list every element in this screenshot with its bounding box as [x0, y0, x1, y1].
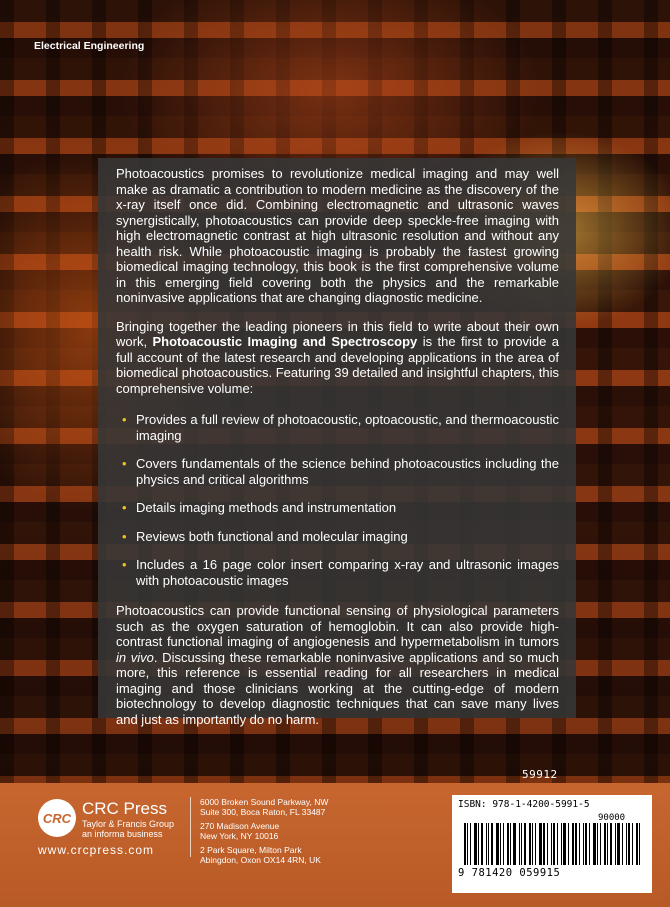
paragraph-2-text-end: is the first to provide a full account of the latest research and developing applications in the area of biomedical photoacoustics. Featuring 39 detailed and insightful chapters, this comprehensive volume:	[116, 334, 560, 396]
barcode-bar	[617, 823, 620, 865]
barcode-bar	[481, 823, 483, 865]
barcode-bars-icon	[464, 823, 642, 865]
barcode-bar	[579, 823, 580, 865]
footer-divider	[190, 797, 191, 857]
bullet-icon: •	[122, 557, 127, 572]
barcode-bar	[575, 823, 577, 865]
address-line: 270 Madison Avenue	[200, 821, 280, 831]
book-title: Photoacoustic Imaging and Spectroscopy	[152, 334, 418, 349]
publisher-website[interactable]: www.crcpress.com	[38, 843, 155, 857]
barcode-bar	[521, 823, 522, 865]
barcode-bar	[543, 823, 545, 865]
description-panel	[98, 158, 576, 727]
barcode-bar	[557, 823, 558, 865]
publisher-footer	[0, 783, 670, 907]
barcode-bar	[507, 823, 509, 865]
barcode-bar	[470, 823, 471, 865]
barcode-digits: 9 781420 059915	[458, 867, 561, 879]
barcode-bar	[585, 823, 587, 865]
barcode-bar	[539, 823, 542, 865]
feature-text: Details imaging methods and instrumentation	[136, 500, 397, 515]
barcode-bar	[572, 823, 574, 865]
address-line: Abingdon, Oxon OX14 4RN, UK	[200, 855, 321, 865]
catalog-number: 59912	[522, 768, 558, 781]
paragraph-2-text-start: Bringing together the leading pioneers in this field to write about their own work,	[116, 318, 559, 349]
barcode-bar	[610, 823, 612, 865]
feature-text: Covers fundamentals of the science behind photoacoustics including the physics and critical algorithms	[136, 456, 559, 487]
barcode-bar	[593, 823, 596, 865]
paragraph-3-text-start: Photoacoustics can provide functional sensing of physiological parameters such as the oxygen saturation of hemoglobin. It can also provide high-contrast functional imaging of angiogenesis and hypermetabolism in tumors	[116, 603, 559, 649]
list-item	[122, 500, 559, 516]
barcode-bar	[478, 823, 479, 865]
barcode-bar	[500, 823, 501, 865]
barcode-bar	[532, 823, 533, 865]
barcode-bar	[524, 823, 526, 865]
paragraph-3-text-end: . Discussing these remarkable noninvasive applications and so much more, this reference is essential reading for all researchers in medical imaging and those clinicians working at the cutting-edge of modern biotechnology to develop diagnostic techniques that can save many lives and just as importantly do no harm.	[116, 649, 559, 727]
barcode-bar	[604, 823, 606, 865]
price-code: 90000	[598, 813, 626, 823]
barcode-bar	[563, 823, 566, 865]
barcode-bar	[568, 823, 569, 865]
barcode-bar	[626, 823, 627, 865]
barcode-bar	[551, 823, 552, 865]
barcode-bar	[503, 823, 504, 865]
barcode-bar	[486, 823, 487, 865]
list-item	[122, 456, 559, 487]
barcode-bar	[467, 823, 468, 865]
barcode-bar	[632, 823, 633, 865]
barcode-bar	[636, 823, 638, 865]
barcode-bar	[529, 823, 531, 865]
publisher-group: Taylor & Francis Group	[82, 819, 175, 829]
list-item	[122, 529, 559, 545]
description-paragraph-2	[116, 319, 559, 397]
bullet-icon: •	[122, 456, 127, 471]
barcode-bar	[589, 823, 590, 865]
barcode-bar	[464, 823, 466, 865]
barcode-bar	[510, 823, 511, 865]
barcode-bar	[491, 823, 493, 865]
bullet-icon: •	[122, 528, 127, 544]
feature-text: Includes a 16 page color insert comparing x-ray and ultrasonic images with photoacoustic images	[136, 557, 559, 588]
barcode-bar	[535, 823, 536, 865]
barcode-bar	[474, 823, 477, 865]
barcode-bar	[519, 823, 520, 865]
publisher-name: CRC Press	[82, 799, 168, 818]
barcode-bar	[553, 823, 555, 865]
barcode-bar	[628, 823, 630, 865]
barcode-box	[452, 795, 652, 893]
barcode-bar	[607, 823, 608, 865]
category-label: Electrical Engineering	[34, 40, 145, 52]
bullet-icon: •	[122, 500, 127, 515]
crc-logo-icon: CRC	[38, 799, 76, 837]
barcode-bar	[600, 823, 601, 865]
barcode-bar	[488, 823, 489, 865]
address-line: New York, NY 10016	[200, 831, 279, 841]
barcode-bar	[496, 823, 499, 865]
barcode-bar	[622, 823, 623, 865]
address-line: 6000 Broken Sound Parkway, NW	[200, 797, 329, 807]
description-paragraph-1: Photoacoustics promises to revolutionize medical imaging and may well make as dramatic a contribution to modern medicine as the discovery of the x-ray itself once did. Combining electromagnetic and ultrasonic waves synergistically, photoacoustics can provide deep speckle-free imaging with high electromagnetic contrast at high ultrasonic resolution and without any health risk. While photoacoustic imaging is probably the fastest growing biomedical imaging technology, this book is the first comprehensive volume in this emerging field covering both the physics and the remarkable noninvasive applications that are changing diagnostic medicine.	[116, 166, 559, 305]
feature-text: Reviews both functional and molecular imaging	[136, 528, 408, 544]
feature-list	[116, 412, 559, 588]
list-item	[122, 412, 559, 443]
barcode-bar	[513, 823, 516, 865]
barcode-bar	[597, 823, 598, 865]
barcode-bar	[561, 823, 562, 865]
barcode-bar	[639, 823, 640, 865]
description-paragraph-3	[116, 603, 559, 727]
barcode-bar	[547, 823, 548, 865]
isbn-label: ISBN: 978-1-4200-5991-5	[458, 799, 590, 810]
address-line: 2 Park Square, Milton Park	[200, 845, 302, 855]
publisher-business: an informa business	[82, 829, 163, 839]
address-line: Suite 300, Boca Raton, FL 33487	[200, 807, 326, 817]
barcode-bar	[615, 823, 616, 865]
italic-term: in vivo	[116, 649, 154, 665]
barcode-bar	[583, 823, 584, 865]
bullet-icon: •	[122, 412, 127, 427]
feature-text: Provides a full review of photoacoustic, optoacoustic, and thermoacoustic imaging	[136, 412, 559, 443]
list-item	[122, 557, 559, 588]
